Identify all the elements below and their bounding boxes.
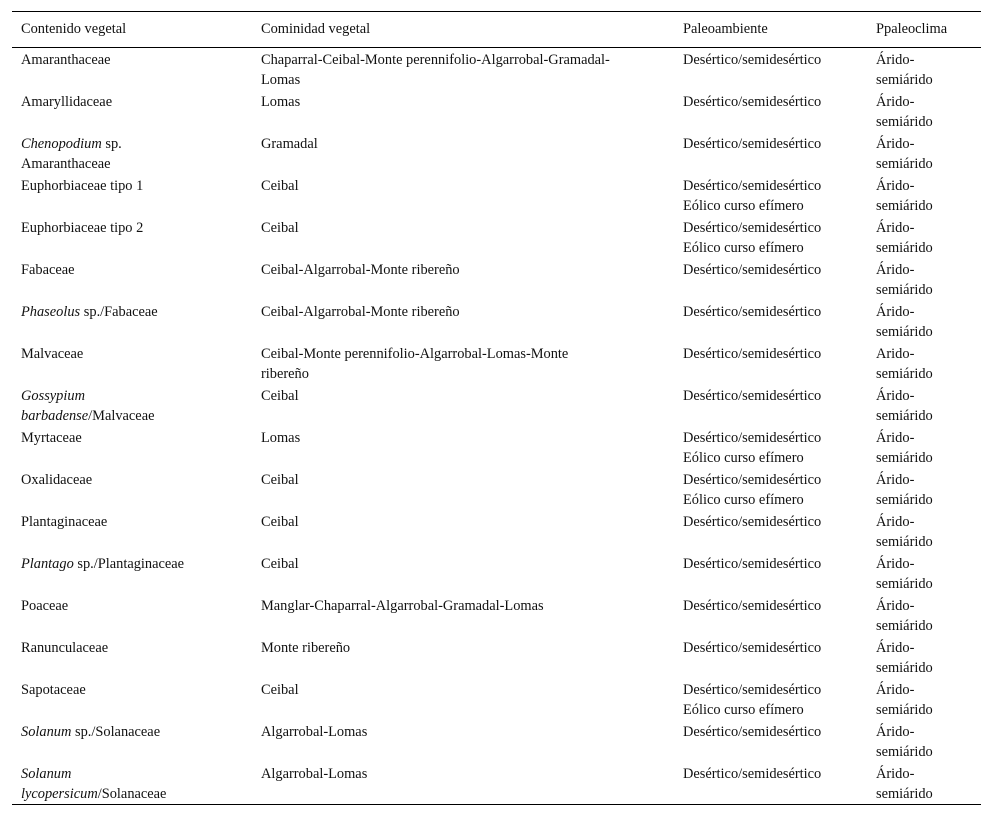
cell-paleoclima-line: semiárido xyxy=(876,408,933,424)
header-paleoambiente: Paleoambiente xyxy=(674,12,867,48)
cell-paleoambiente xyxy=(674,762,867,805)
cell-comunidad-vegetal-line: Lomas xyxy=(261,94,301,110)
cell-contenido-vegetal xyxy=(12,132,252,174)
cell-contenido-vegetal xyxy=(12,48,252,91)
cell-paleoclima-line: Árido- xyxy=(876,724,915,740)
table-row xyxy=(12,426,981,468)
cell-paleoambiente-line: Desértico/semidesértico xyxy=(683,598,822,614)
taxon-text: Oxalidaceae xyxy=(21,472,93,488)
cell-comunidad-vegetal-line: Lomas xyxy=(261,430,301,446)
cell-paleoambiente-line: Desértico/semidesértico xyxy=(683,640,822,656)
cell-contenido-vegetal xyxy=(12,720,252,762)
cell-contenido-vegetal xyxy=(12,384,252,426)
cell-paleoclima-line: Árido- xyxy=(876,472,915,488)
header-paleoclima: Ppaleoclima xyxy=(867,12,981,48)
taxon-text: Plantaginaceae xyxy=(21,514,108,530)
cell-paleoclima-line: Árido- xyxy=(876,766,915,782)
table-row xyxy=(12,342,981,384)
cell-paleoclima xyxy=(867,468,981,510)
cell-comunidad-vegetal-line: Monte ribereño xyxy=(261,640,351,656)
cell-paleoclima xyxy=(867,342,981,384)
cell-paleoambiente xyxy=(674,216,867,258)
cell-paleoambiente xyxy=(674,468,867,510)
cell-comunidad-vegetal xyxy=(252,678,674,720)
cell-contenido-vegetal xyxy=(12,426,252,468)
header-comunidad-vegetal: Cominidad vegetal xyxy=(252,12,674,48)
cell-paleoclima xyxy=(867,510,981,552)
cell-paleoclima-line: Árido- xyxy=(876,388,915,404)
cell-paleoambiente xyxy=(674,132,867,174)
cell-paleoclima-line: semiárido xyxy=(876,492,933,508)
taxon-italic: lycopersicum xyxy=(21,786,98,802)
cell-paleoclima xyxy=(867,300,981,342)
cell-comunidad-vegetal-line: Lomas xyxy=(261,72,301,88)
taxon-text: Amaranthaceae xyxy=(21,52,111,68)
cell-paleoclima xyxy=(867,426,981,468)
cell-paleoclima xyxy=(867,90,981,132)
taxon-italic: Plantago xyxy=(21,556,74,572)
cell-comunidad-vegetal-line: Ceibal xyxy=(261,178,299,194)
cell-comunidad-vegetal-line: ribereño xyxy=(261,366,309,382)
cell-comunidad-vegetal-line: Ceibal-Algarrobal-Monte ribereño xyxy=(261,304,460,320)
cell-paleoclima-line: semiárido xyxy=(876,702,933,718)
cell-comunidad-vegetal-line: Ceibal xyxy=(261,388,299,404)
table-row xyxy=(12,762,981,805)
cell-comunidad-vegetal xyxy=(252,90,674,132)
cell-contenido-vegetal xyxy=(12,552,252,594)
cell-paleoclima-line: semiárido xyxy=(876,282,933,298)
taxon-text: Amaranthaceae xyxy=(21,156,111,172)
cell-paleoclima-line: Árido- xyxy=(876,682,915,698)
cell-paleoambiente xyxy=(674,300,867,342)
cell-paleoclima xyxy=(867,174,981,216)
cell-paleoclima-line: semiárido xyxy=(876,366,933,382)
cell-comunidad-vegetal-line: Algarrobal-Lomas xyxy=(261,724,368,740)
data-table-container xyxy=(12,11,981,805)
cell-paleoclima xyxy=(867,48,981,91)
cell-paleoclima xyxy=(867,216,981,258)
taxon-text: Euphorbiaceae tipo 2 xyxy=(21,220,144,236)
cell-paleoambiente-line: Desértico/semidesértico xyxy=(683,388,822,404)
taxon-text: sp./Solanaceae xyxy=(71,724,161,740)
cell-paleoambiente-line: Desértico/semidesértico xyxy=(683,682,822,698)
cell-paleoambiente xyxy=(674,384,867,426)
cell-paleoclima-line: semiárido xyxy=(876,450,933,466)
cell-paleoambiente xyxy=(674,510,867,552)
cell-paleoambiente-line: Desértico/semidesértico xyxy=(683,262,822,278)
table-row xyxy=(12,300,981,342)
cell-paleoambiente xyxy=(674,342,867,384)
cell-comunidad-vegetal xyxy=(252,762,674,805)
cell-paleoclima-line: semiárido xyxy=(876,576,933,592)
cell-comunidad-vegetal-line: Ceibal xyxy=(261,682,299,698)
cell-contenido-vegetal xyxy=(12,174,252,216)
cell-contenido-vegetal xyxy=(12,636,252,678)
table-row xyxy=(12,48,981,91)
cell-comunidad-vegetal xyxy=(252,216,674,258)
cell-paleoambiente-line: Eólico curso efímero xyxy=(683,702,804,718)
cell-paleoclima-line: Arido- xyxy=(876,346,915,362)
cell-comunidad-vegetal-line: Ceibal xyxy=(261,514,299,530)
cell-contenido-vegetal xyxy=(12,678,252,720)
taxon-text: Fabaceae xyxy=(21,262,75,278)
taxon-text: /Malvaceae xyxy=(88,408,155,424)
table-row xyxy=(12,258,981,300)
cell-comunidad-vegetal xyxy=(252,636,674,678)
cell-contenido-vegetal xyxy=(12,594,252,636)
cell-paleoclima-line: Árido- xyxy=(876,262,915,278)
cell-paleoclima-line: Árido- xyxy=(876,220,915,236)
cell-paleoclima xyxy=(867,132,981,174)
cell-paleoclima-line: Árido- xyxy=(876,640,915,656)
cell-contenido-vegetal xyxy=(12,342,252,384)
cell-comunidad-vegetal-line: Algarrobal-Lomas xyxy=(261,766,368,782)
cell-comunidad-vegetal-line: Ceibal xyxy=(261,220,299,236)
cell-paleoambiente-line: Desértico/semidesértico xyxy=(683,346,822,362)
cell-comunidad-vegetal-line: Manglar-Chaparral-Algarrobal-Gramadal-Lomas xyxy=(261,598,544,614)
table-row xyxy=(12,174,981,216)
cell-paleoclima xyxy=(867,720,981,762)
cell-paleoclima xyxy=(867,594,981,636)
cell-contenido-vegetal xyxy=(12,468,252,510)
taxon-italic: Chenopodium xyxy=(21,136,102,152)
taxon-text: Myrtaceae xyxy=(21,430,82,446)
taxon-text: Poaceae xyxy=(21,598,69,614)
cell-comunidad-vegetal xyxy=(252,720,674,762)
cell-paleoambiente xyxy=(674,258,867,300)
cell-contenido-vegetal xyxy=(12,258,252,300)
cell-paleoclima-line: Árido- xyxy=(876,514,915,530)
table-row xyxy=(12,90,981,132)
cell-comunidad-vegetal xyxy=(252,174,674,216)
cell-paleoambiente xyxy=(674,174,867,216)
table-body xyxy=(12,48,981,805)
cell-paleoambiente xyxy=(674,48,867,91)
taxon-text: Sapotaceae xyxy=(21,682,86,698)
cell-comunidad-vegetal xyxy=(252,384,674,426)
taxon-text: Malvaceae xyxy=(21,346,84,362)
cell-paleoclima-line: semiárido xyxy=(876,72,933,88)
cell-comunidad-vegetal xyxy=(252,552,674,594)
cell-comunidad-vegetal xyxy=(252,426,674,468)
cell-paleoclima-line: Árido- xyxy=(876,178,915,194)
table-row xyxy=(12,132,981,174)
cell-paleoclima xyxy=(867,258,981,300)
table-row xyxy=(12,468,981,510)
cell-paleoambiente xyxy=(674,636,867,678)
cell-paleoambiente-line: Desértico/semidesértico xyxy=(683,556,822,572)
cell-comunidad-vegetal-line: Ceibal-Algarrobal-Monte ribereño xyxy=(261,262,460,278)
cell-paleoclima-line: Árido- xyxy=(876,52,915,68)
cell-paleoambiente-line: Desértico/semidesértico xyxy=(683,430,822,446)
cell-paleoambiente xyxy=(674,594,867,636)
taxon-italic: Solanum xyxy=(21,766,72,782)
cell-paleoclima-line: Árido- xyxy=(876,556,915,572)
cell-comunidad-vegetal xyxy=(252,48,674,91)
header-contenido-vegetal: Contenido vegetal xyxy=(12,12,252,48)
cell-paleoclima xyxy=(867,636,981,678)
cell-paleoclima-line: Árido- xyxy=(876,136,915,152)
taxon-italic: Gossypium xyxy=(21,388,85,404)
cell-paleoambiente-line: Eólico curso efímero xyxy=(683,492,804,508)
cell-paleoclima xyxy=(867,678,981,720)
table-row xyxy=(12,594,981,636)
cell-comunidad-vegetal xyxy=(252,258,674,300)
taxon-text: Amaryllidaceae xyxy=(21,94,113,110)
cell-comunidad-vegetal xyxy=(252,342,674,384)
cell-paleoclima-line: Árido- xyxy=(876,598,915,614)
cell-paleoclima-line: semiárido xyxy=(876,156,933,172)
cell-paleoambiente xyxy=(674,720,867,762)
cell-paleoclima-line: semiárido xyxy=(876,114,933,130)
cell-paleoambiente-line: Desértico/semidesértico xyxy=(683,304,822,320)
taxon-italic: barbadense xyxy=(21,408,89,424)
cell-contenido-vegetal xyxy=(12,216,252,258)
cell-paleoambiente xyxy=(674,552,867,594)
cell-comunidad-vegetal-line: Gramadal xyxy=(261,136,318,152)
cell-paleoambiente xyxy=(674,426,867,468)
table-row xyxy=(12,552,981,594)
cell-paleoambiente-line: Desértico/semidesértico xyxy=(683,724,822,740)
cell-paleoclima-line: semiárido xyxy=(876,786,933,802)
table-row xyxy=(12,510,981,552)
cell-paleoclima xyxy=(867,762,981,805)
vegetation-table xyxy=(12,11,981,805)
cell-paleoambiente-line: Desértico/semidesértico xyxy=(683,472,822,488)
cell-paleoambiente-line: Eólico curso efímero xyxy=(683,450,804,466)
cell-paleoclima-line: Árido- xyxy=(876,430,915,446)
cell-comunidad-vegetal xyxy=(252,594,674,636)
table-row xyxy=(12,720,981,762)
cell-paleoclima-line: semiárido xyxy=(876,618,933,634)
cell-comunidad-vegetal-line: Ceibal xyxy=(261,556,299,572)
cell-comunidad-vegetal xyxy=(252,300,674,342)
cell-paleoambiente-line: Eólico curso efímero xyxy=(683,198,804,214)
cell-paleoambiente-line: Desértico/semidesértico xyxy=(683,94,822,110)
cell-paleoambiente xyxy=(674,678,867,720)
cell-paleoclima-line: semiárido xyxy=(876,240,933,256)
taxon-italic: Phaseolus xyxy=(21,304,81,320)
table-row xyxy=(12,678,981,720)
cell-paleoambiente xyxy=(674,90,867,132)
cell-comunidad-vegetal-line: Ceibal-Monte perennifolio-Algarrobal-Lomas-Monte xyxy=(261,346,569,362)
cell-paleoambiente-line: Desértico/semidesértico xyxy=(683,514,822,530)
taxon-text: sp./Fabaceae xyxy=(80,304,158,320)
cell-paleoclima-line: semiárido xyxy=(876,198,933,214)
taxon-text: sp./Plantaginaceae xyxy=(73,556,185,572)
cell-comunidad-vegetal xyxy=(252,132,674,174)
table-header xyxy=(12,12,981,48)
cell-comunidad-vegetal-line: Chaparral-Ceibal-Monte perennifolio-Algarrobal-Gramadal- xyxy=(261,52,610,68)
table-row xyxy=(12,384,981,426)
table-row xyxy=(12,216,981,258)
cell-paleoclima-line: Árido- xyxy=(876,94,915,110)
taxon-text: Ranunculaceae xyxy=(21,640,109,656)
cell-paleoambiente-line: Desértico/semidesértico xyxy=(683,52,822,68)
cell-paleoclima xyxy=(867,552,981,594)
table-row xyxy=(12,636,981,678)
cell-paleoambiente-line: Desértico/semidesértico xyxy=(683,136,822,152)
cell-contenido-vegetal xyxy=(12,300,252,342)
cell-comunidad-vegetal xyxy=(252,468,674,510)
cell-paleoclima xyxy=(867,384,981,426)
header-row xyxy=(12,12,981,48)
cell-paleoclima-line: semiárido xyxy=(876,744,933,760)
cell-contenido-vegetal xyxy=(12,510,252,552)
cell-paleoambiente-line: Desértico/semidesértico xyxy=(683,766,822,782)
cell-paleoambiente-line: Eólico curso efímero xyxy=(683,240,804,256)
taxon-italic: Solanum xyxy=(21,724,72,740)
cell-paleoambiente-line: Desértico/semidesértico xyxy=(683,220,822,236)
taxon-text: sp. xyxy=(101,136,122,152)
cell-contenido-vegetal xyxy=(12,762,252,805)
cell-paleoclima-line: semiárido xyxy=(876,534,933,550)
cell-paleoclima-line: semiárido xyxy=(876,660,933,676)
cell-paleoclima-line: Árido- xyxy=(876,304,915,320)
taxon-text: /Solanaceae xyxy=(97,786,167,802)
cell-comunidad-vegetal xyxy=(252,510,674,552)
taxon-text: Euphorbiaceae tipo 1 xyxy=(21,178,144,194)
cell-paleoclima-line: semiárido xyxy=(876,324,933,340)
cell-comunidad-vegetal-line: Ceibal xyxy=(261,472,299,488)
cell-contenido-vegetal xyxy=(12,90,252,132)
cell-paleoambiente-line: Desértico/semidesértico xyxy=(683,178,822,194)
